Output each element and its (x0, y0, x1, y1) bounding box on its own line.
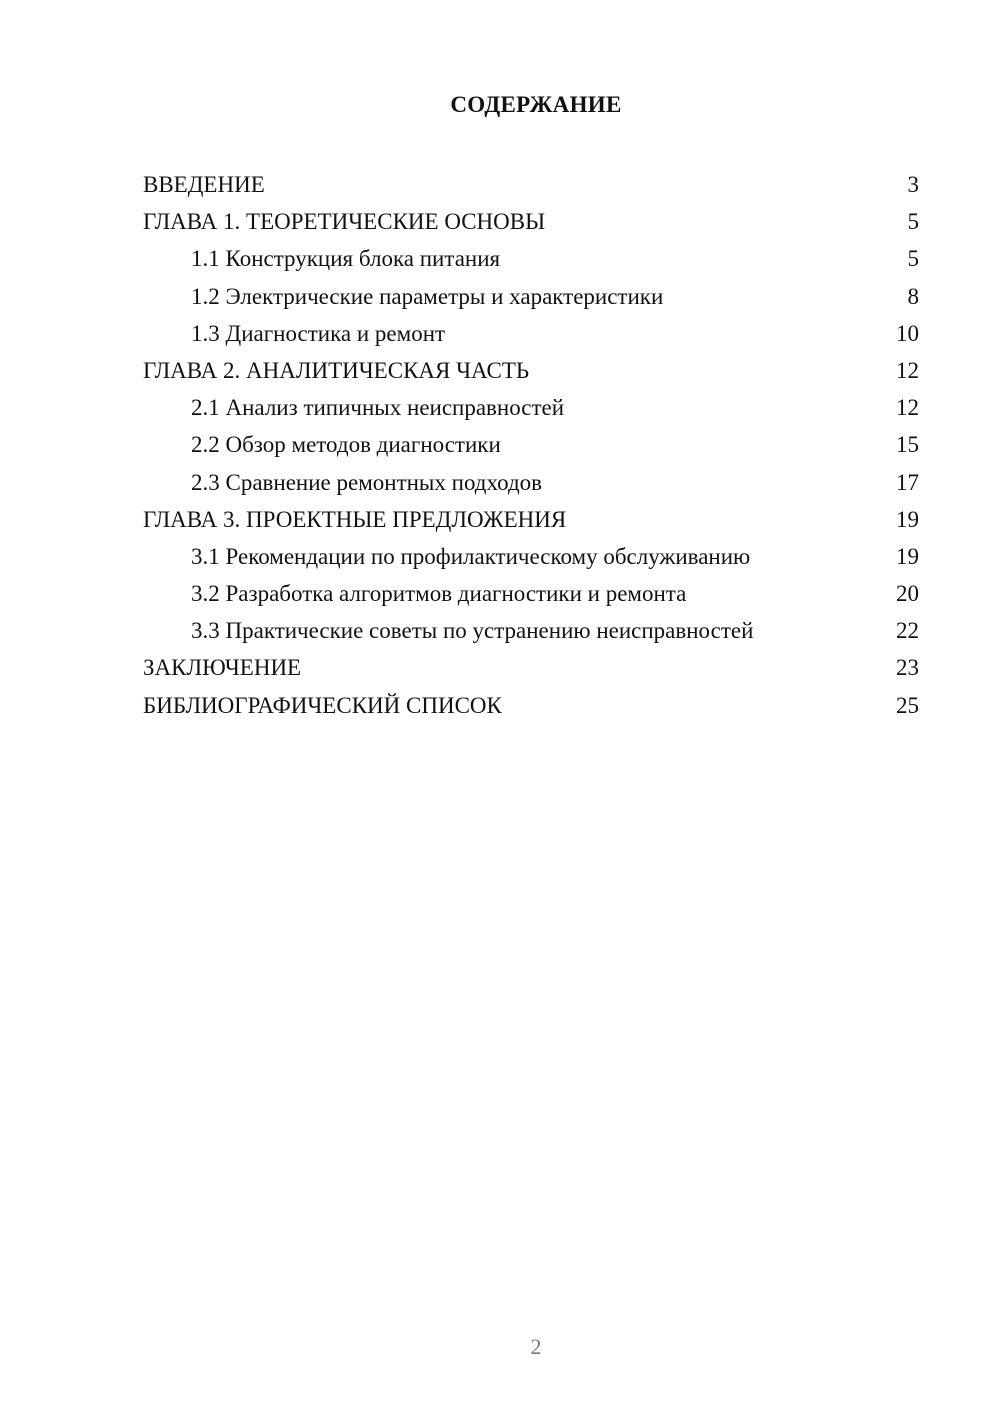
toc-entry-page: 5 (907, 246, 919, 272)
toc-entry-label: 1.2 Электрические параметры и характеристики (191, 283, 664, 309)
page-number: 2 (530, 1334, 542, 1359)
toc-section-entry (143, 315, 919, 352)
toc-entry-label: ВВЕДЕНИЕ (143, 172, 265, 197)
toc-entry-page: 5 (907, 209, 919, 235)
toc-entry-label: 3.1 Рекомендации по профилактическому обслуживанию (191, 543, 751, 569)
toc-entry-page: 8 (907, 283, 919, 309)
toc-entry-page: 25 (896, 692, 919, 718)
toc-entry-label: ГЛАВА 1. ТЕОРЕТИЧЕСКИЕ ОСНОВЫ (143, 209, 546, 235)
toc-entry-label: БИБЛИОГРАФИЧЕСКИЙ СПИСОК (143, 692, 502, 718)
toc-chapter-entry (143, 203, 919, 240)
toc-chapter-entry (143, 352, 919, 389)
toc-entry-label: 3.3 Практические советы по устранению неисправностей (191, 618, 754, 644)
toc-chapter-entry (143, 687, 919, 724)
toc-entry-label: 1.1 Конструкция блока питания (191, 246, 501, 272)
toc-section-entry (143, 538, 919, 575)
toc-entry-page: 22 (896, 618, 919, 644)
toc-entry-page: 15 (896, 432, 919, 458)
toc-section-entry (143, 240, 919, 277)
toc-entry-label: 2.3 Сравнение ремонтных подходов (191, 469, 543, 495)
toc-chapter-entry (143, 649, 919, 686)
toc-entry-page: 20 (896, 581, 919, 607)
toc-chapter-entry (143, 166, 919, 203)
toc-entry-label: ГЛАВА 3. ПРОЕКТНЫЕ ПРЕДЛОЖЕНИЯ (143, 506, 567, 532)
toc-section-entry (143, 464, 919, 501)
toc-entry-label: 1.3 Диагностика и ремонт (191, 320, 446, 346)
page-title: СОДЕРЖАНИЕ (450, 92, 622, 117)
toc-entry-page: 17 (896, 469, 919, 495)
toc-entry-label: 3.2 Разработка алгоритмов диагностики и ремонта (191, 581, 687, 607)
toc-section-entry (143, 426, 919, 463)
toc-entry-page: 19 (896, 543, 919, 569)
toc-entry-label: ЗАКЛЮЧЕНИЕ (143, 655, 302, 681)
toc-entry-page: 10 (896, 320, 919, 346)
toc-entry-page: 12 (896, 395, 919, 421)
table-of-contents (143, 166, 919, 724)
toc-entry-label: ГЛАВА 2. АНАЛИТИЧЕСКАЯ ЧАСТЬ (143, 357, 530, 383)
toc-section-entry (143, 389, 919, 426)
toc-entry-label: 2.1 Анализ типичных неисправностей (191, 395, 565, 421)
toc-entry-page: 12 (896, 357, 919, 383)
toc-entry-label: 2.2 Обзор методов диагностики (191, 432, 501, 458)
toc-section-entry (143, 612, 919, 649)
toc-entry-page: 3 (907, 172, 919, 197)
toc-chapter-entry (143, 501, 919, 538)
toc-section-entry (143, 278, 919, 315)
toc-section-entry (143, 575, 919, 612)
toc-entry-page: 23 (896, 655, 919, 681)
toc-entry-page: 19 (896, 506, 919, 532)
